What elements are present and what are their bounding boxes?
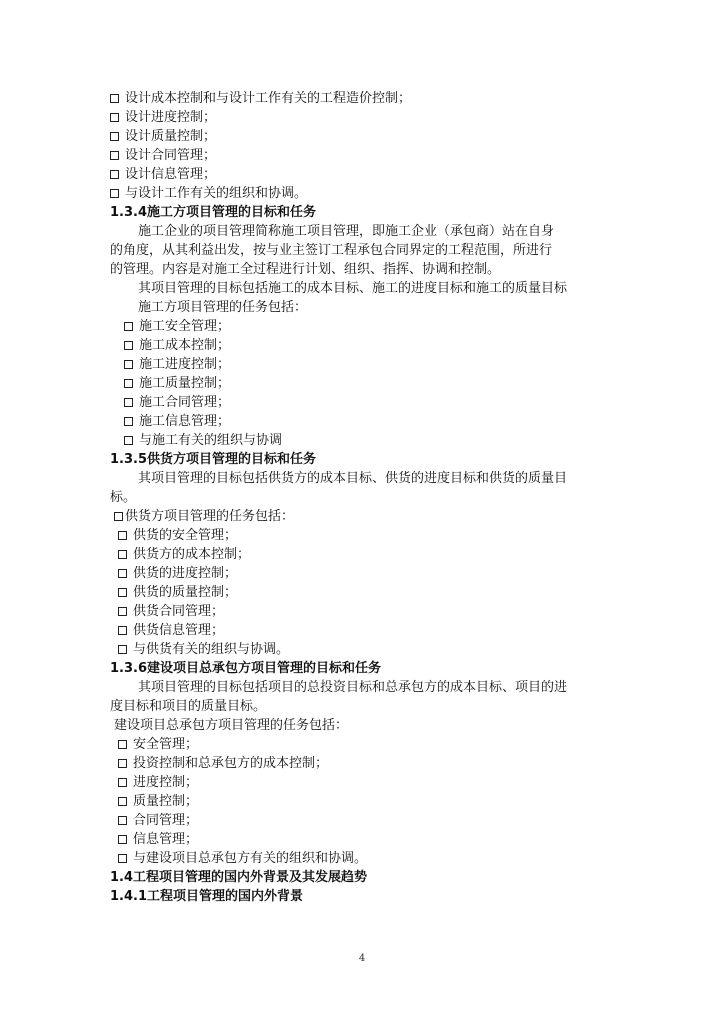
checkbox-bullet-icon <box>118 607 127 616</box>
list-item: 信息管理； <box>110 830 620 849</box>
document-body <box>110 89 620 906</box>
paragraph-line: 的管理。内容是对施工全过程进行计划、组织、指挥、协调和控制。 <box>110 262 501 277</box>
checkbox-bullet-icon <box>118 645 127 654</box>
paragraph-line: 标。 <box>110 490 137 505</box>
list-item: 施工进度控制； <box>110 355 620 374</box>
list-item: 供货的质量控制； <box>110 583 620 602</box>
list-intro: 供货方项目管理的任务包括： <box>110 507 620 526</box>
list-item: 供货信息管理； <box>110 621 620 640</box>
paragraph-line: 其项目管理的目标包括供货方的成本目标、供货的进度目标和供货的质量目 <box>138 471 568 486</box>
section-heading-1-4: 1.4工程项目管理的国内外背景及其发展趋势 <box>110 870 368 885</box>
checkbox-bullet-icon <box>118 550 127 559</box>
list-item: 供货合同管理； <box>110 602 620 621</box>
checkbox-bullet-icon <box>118 854 127 863</box>
section-heading-1-3-6: 1.3.6建设项目总承包方项目管理的目标和任务 <box>110 661 382 676</box>
checkbox-bullet-icon <box>110 170 119 179</box>
list-item: 投资控制和总承包方的成本控制； <box>110 754 620 773</box>
supplier-task-list <box>110 526 620 659</box>
checkbox-bullet-icon <box>118 740 127 749</box>
checkbox-bullet-icon <box>124 417 133 426</box>
list-item: 与建设项目总承包方有关的组织和协调。 <box>110 849 620 868</box>
list-item: 供货方的成本控制； <box>110 545 620 564</box>
checkbox-bullet-icon <box>114 512 123 521</box>
checkbox-bullet-icon <box>118 835 127 844</box>
list-item: 与施工有关的组织与协调 <box>110 431 620 450</box>
list-item: 与供货有关的组织与协调。 <box>110 640 620 659</box>
list-item: 进度控制； <box>110 773 620 792</box>
checkbox-bullet-icon <box>110 113 119 122</box>
checkbox-bullet-icon <box>118 588 127 597</box>
checkbox-bullet-icon <box>124 436 133 445</box>
checkbox-bullet-icon <box>118 778 127 787</box>
checkbox-bullet-icon <box>110 132 119 141</box>
design-task-list <box>110 89 620 203</box>
list-item: 设计成本控制和与设计工作有关的工程造价控制； <box>110 89 620 108</box>
checkbox-bullet-icon <box>124 379 133 388</box>
list-item: 合同管理； <box>110 811 620 830</box>
checkbox-bullet-icon <box>118 816 127 825</box>
checkbox-bullet-icon <box>124 398 133 407</box>
checkbox-bullet-icon <box>124 322 133 331</box>
list-intro: 建设项目总承包方项目管理的任务包括： <box>114 718 349 733</box>
list-item: 质量控制； <box>110 792 620 811</box>
checkbox-bullet-icon <box>110 151 119 160</box>
section-heading-1-4-1: 1.4.1工程项目管理的国内外背景 <box>110 889 304 904</box>
construction-task-list <box>110 317 620 450</box>
checkbox-bullet-icon <box>110 94 119 103</box>
checkbox-bullet-icon <box>124 360 133 369</box>
checkbox-bullet-icon <box>118 797 127 806</box>
list-item: 设计信息管理； <box>110 165 620 184</box>
checkbox-bullet-icon <box>118 759 127 768</box>
page-number: 4 <box>358 953 366 964</box>
list-item: 施工合同管理； <box>110 393 620 412</box>
paragraph-line: 施工企业的项目管理简称施工项目管理，即施工企业（承包商）站在自身 <box>138 224 555 239</box>
list-item: 设计质量控制； <box>110 127 620 146</box>
checkbox-bullet-icon <box>118 626 127 635</box>
checkbox-bullet-icon <box>118 569 127 578</box>
checkbox-bullet-icon <box>124 341 133 350</box>
list-item: 施工质量控制； <box>110 374 620 393</box>
list-item: 与设计工作有关的组织和协调。 <box>110 184 620 203</box>
list-item: 设计合同管理； <box>110 146 620 165</box>
list-item: 供货的安全管理； <box>110 526 620 545</box>
list-item: 施工成本控制； <box>110 336 620 355</box>
list-item: 施工安全管理； <box>110 317 620 336</box>
paragraph-line: 度目标和项目的质量目标。 <box>110 699 267 714</box>
list-item: 施工信息管理； <box>110 412 620 431</box>
paragraph-line: 施工方项目管理的任务包括： <box>138 300 308 315</box>
list-item: 供货的进度控制； <box>110 564 620 583</box>
list-item: 安全管理； <box>110 735 620 754</box>
section-heading-1-3-5: 1.3.5供货方项目管理的目标和任务 <box>110 452 317 467</box>
paragraph-line: 其项目管理的目标包括施工的成本目标、施工的进度目标和施工的质量目标 <box>138 281 568 296</box>
checkbox-bullet-icon <box>110 189 119 198</box>
section-heading-1-3-4: 1.3.4施工方项目管理的目标和任务 <box>110 205 317 220</box>
general-contractor-task-list <box>110 735 620 868</box>
paragraph-line: 其项目管理的目标包括项目的总投资目标和总承包方的成本目标、项目的进 <box>138 680 568 695</box>
checkbox-bullet-icon <box>118 531 127 540</box>
list-item: 设计进度控制； <box>110 108 620 127</box>
paragraph-line: 的角度，从其利益出发，按与业主签订工程承包合同界定的工程范围，所进行 <box>110 243 553 258</box>
